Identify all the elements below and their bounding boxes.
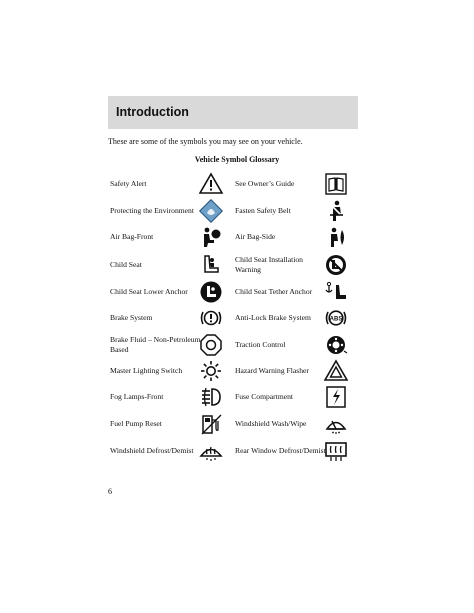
symbol-label: Rear Window Defrost/Demist bbox=[235, 446, 326, 455]
windshield-wash-icon bbox=[324, 412, 348, 436]
fuel-pump-reset-icon bbox=[199, 412, 223, 436]
abs-icon bbox=[324, 306, 348, 330]
symbol-label: Brake System bbox=[110, 313, 153, 322]
fuse-compartment-icon bbox=[324, 385, 348, 409]
symbol-label: Safety Alert bbox=[110, 179, 147, 188]
symbol-label: Air Bag-Front bbox=[110, 232, 154, 241]
symbol-label: Fuel Pump Reset bbox=[110, 419, 162, 428]
intro-text: These are some of the symbols you may see on your vehicle. bbox=[108, 137, 303, 146]
environment-icon bbox=[199, 199, 223, 223]
glossary-title: Vehicle Symbol Glossary bbox=[194, 155, 280, 164]
rear-defrost-icon bbox=[324, 439, 348, 463]
symbol-label: Child Seat Installation Warning bbox=[235, 255, 303, 274]
child-seat-icon bbox=[199, 253, 223, 277]
page-number: 6 bbox=[108, 487, 112, 496]
safety-alert-icon bbox=[199, 172, 223, 196]
symbol-label: Protecting the Environment bbox=[110, 206, 194, 215]
symbol-label: Hazard Warning Flasher bbox=[235, 366, 309, 375]
section-header-bar bbox=[108, 96, 358, 129]
symbol-label: Child Seat bbox=[110, 260, 142, 269]
symbol-label: Child Seat Lower Anchor bbox=[110, 287, 188, 296]
owners-guide-icon bbox=[324, 172, 348, 196]
child-seat-lower-anchor-icon bbox=[199, 280, 223, 304]
symbol-label: Fog Lamps-Front bbox=[110, 392, 164, 401]
symbol-label: Windshield Defrost/Demist bbox=[110, 446, 194, 455]
air-bag-side-icon bbox=[324, 225, 348, 249]
symbol-label: Traction Control bbox=[235, 340, 286, 349]
symbol-label: Anti-Lock Brake System bbox=[235, 313, 311, 322]
child-seat-tether-anchor-icon bbox=[324, 280, 348, 304]
section-title: Introduction bbox=[116, 105, 189, 119]
svg-text:ABS: ABS bbox=[329, 316, 343, 323]
brake-system-icon bbox=[199, 306, 223, 330]
traction-control-icon bbox=[324, 333, 348, 357]
symbol-label: Fasten Safety Belt bbox=[235, 206, 291, 215]
master-lighting-icon bbox=[199, 359, 223, 383]
safety-belt-icon bbox=[324, 199, 348, 223]
symbol-label: Fuse Compartment bbox=[235, 392, 294, 401]
windshield-defrost-icon bbox=[199, 439, 223, 463]
child-seat-warning-icon bbox=[324, 253, 348, 277]
symbol-label: Air Bag-Side bbox=[235, 232, 276, 241]
symbol-label: Master Lighting Switch bbox=[110, 366, 183, 375]
hazard-flasher-icon bbox=[324, 359, 348, 383]
air-bag-front-icon bbox=[199, 225, 223, 249]
symbol-label: See Owner’s Guide bbox=[235, 179, 295, 188]
fog-lamps-icon bbox=[199, 385, 223, 409]
symbol-label: Windshield Wash/Wipe bbox=[235, 419, 307, 428]
symbol-label: Brake Fluid – Non-Petroleum Based bbox=[110, 335, 201, 354]
symbol-label: Child Seat Tether Anchor bbox=[235, 287, 313, 296]
brake-fluid-icon bbox=[199, 333, 223, 357]
